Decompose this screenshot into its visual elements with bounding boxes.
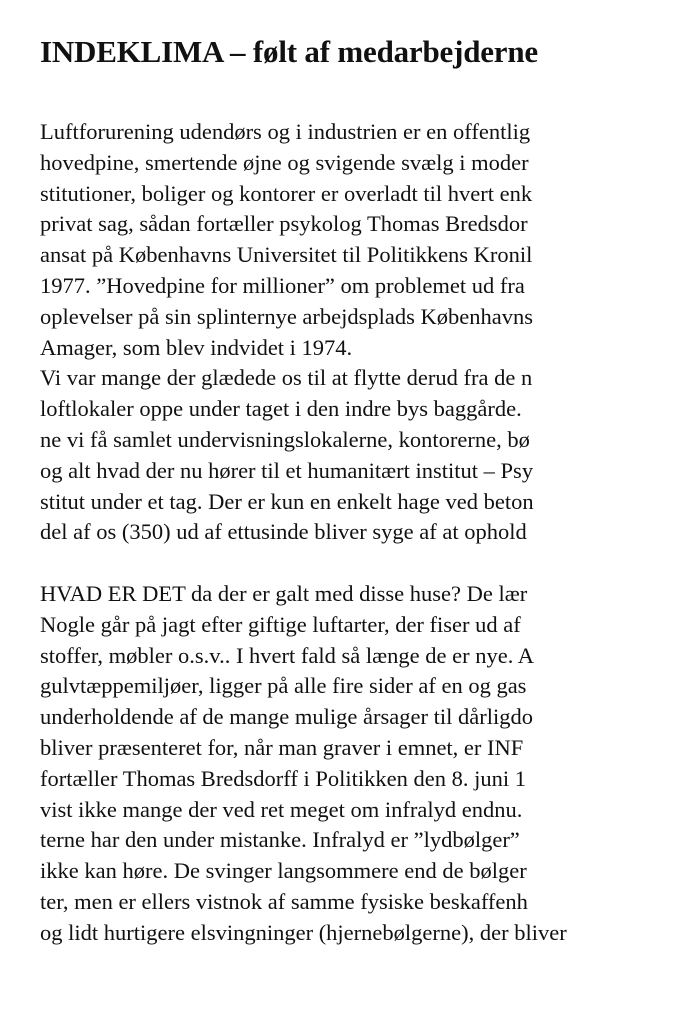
body-line: ter, men er ellers vistnok af samme fysiske beskaffenh	[40, 888, 528, 914]
body-line: stoffer, møbler o.s.v.. I hvert fald så længe de er nye. A	[40, 642, 534, 668]
body-line: stitut under et tag. Der er kun en enkelt hage ved beton	[40, 488, 534, 514]
body-line: Luftforurening udendørs og i industrien er en offentlig	[40, 119, 531, 144]
body-line: Amager, som blev indvidet i 1974.	[40, 334, 353, 360]
body-line: fortæller Thomas Bredsdorff i Politikken den 8. juni 1	[40, 765, 526, 791]
body-line: gulvtæppemiljøer, ligger på alle fire sider af en og gas	[40, 673, 527, 699]
paragraph-gap	[40, 548, 567, 579]
body-line: HVAD ER DET da der er galt med disse huse? De lær	[40, 580, 528, 606]
body-line: stitutioner, boliger og kontorer er overladt til hvert enk	[40, 180, 533, 206]
body-line: og lidt hurtigere elsvingninger (hjernebølgerne), der bliver	[40, 919, 567, 945]
body-line: ikke kan høre. De svinger langsommere end de bølger	[40, 858, 527, 884]
body-line: loftlokaler oppe under taget i den indre bys baggårde.	[40, 396, 522, 422]
body-line: og alt hvad der nu hører til et humanitært institut – Psy	[40, 457, 534, 483]
page-title: INDEKLIMA – følt af medarbejderne	[40, 34, 538, 69]
body-line: privat sag, sådan fortæller psykolog Thomas Bredsdor	[40, 211, 528, 237]
body-line: hovedpine, smertende øjne og svigende svælg i moder	[40, 149, 529, 175]
body-line: ne vi få samlet undervisningslokalerne, kontorerne, bø	[40, 426, 530, 452]
body-line: underholdende af de mange mulige årsager til dårligdo	[40, 704, 533, 730]
body-line: Nogle går på jagt efter giftige luftarter, der fiser ud af	[40, 611, 521, 637]
body-line: del af os (350) ud af ettusinde bliver syge af at ophold	[40, 519, 527, 545]
body-line: bliver præsenteret for, når man graver i emnet, er INF	[40, 734, 524, 760]
body-line: terne har den under mistanke. Infralyd er ”lydbølger”	[40, 827, 520, 853]
body-line: ansat på Københavns Universitet til Politikkens Kronil	[40, 242, 533, 268]
body-line: 1977. ”Hovedpine for millioner” om problemet ud fra	[40, 272, 525, 298]
article-body	[40, 117, 567, 949]
body-line: Vi var mange der glædede os til at flytte derud fra de n	[40, 365, 533, 391]
body-line: oplevelser på sin splinternye arbejdsplads Københavns	[40, 303, 534, 329]
body-line: vist ikke mange der ved ret meget om infralyd endnu.	[40, 796, 523, 822]
